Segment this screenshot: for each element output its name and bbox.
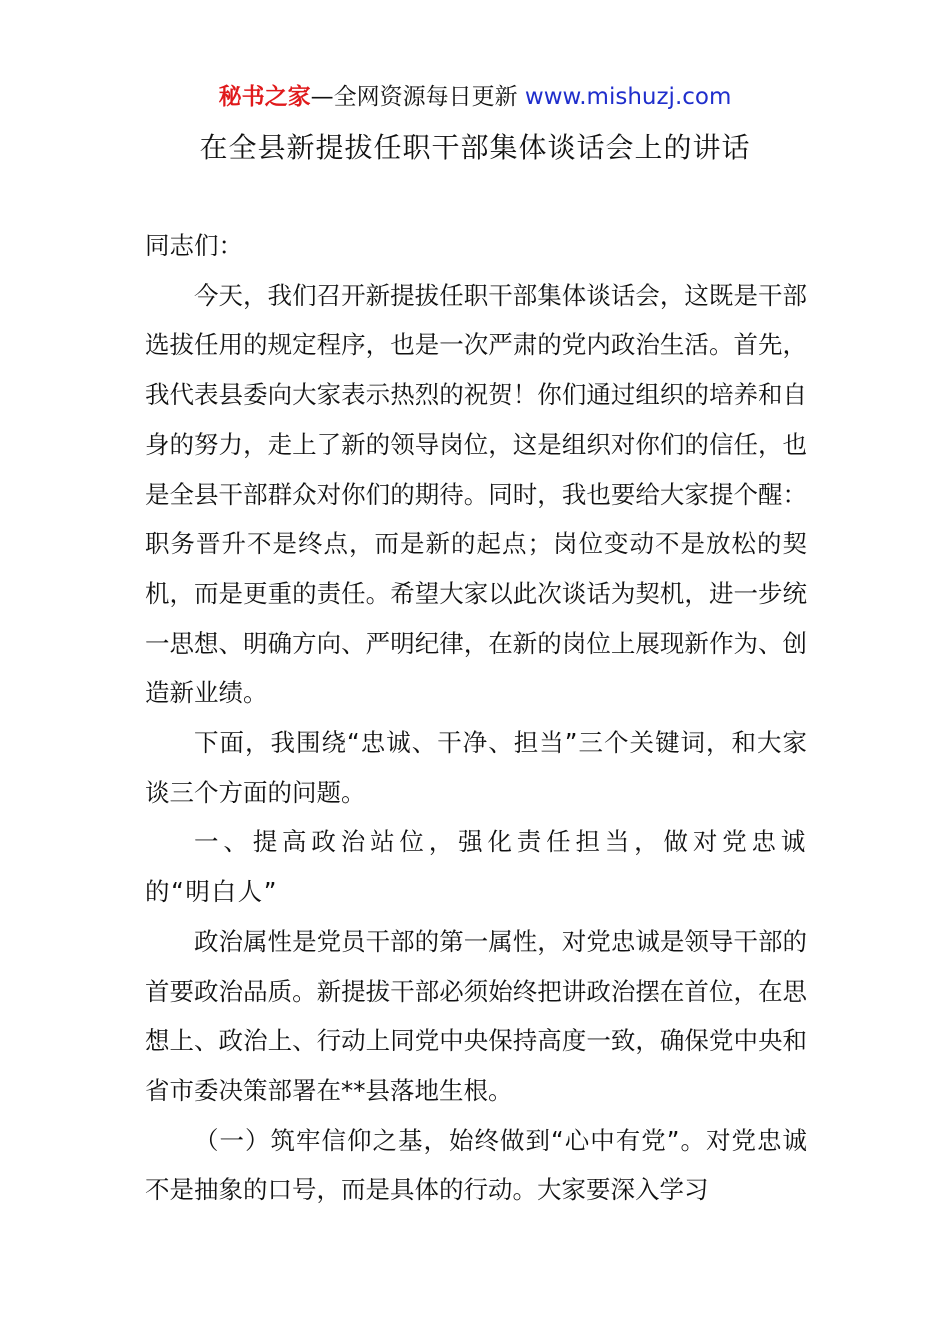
document-body (145, 221, 807, 1215)
opening-paragraph: 今天，我们召开新提拔任职干部集体谈话会，这既是干部选拔任用的规定程序，也是一次严肃的党内政治生活。首先，我代表县委向大家表示热烈的祝贺！你们通过组织的培养和自身的努力，走上了新的领导岗位，这是组织对你们的信任，也是全县干部群众对你们的期待。同时，我也要给大家提个醒：职务晋升不是终点，而是新的起点；岗位变动不是放松的契机，而是更重的责任。希望大家以此次谈话为契机，进一步统一思想、明确方向、严明纪律，在新的岗位上展现新作为、创造新业绩。 (145, 280, 807, 708)
subsection-1-paragraph: （一）筑牢信仰之基，始终做到“心中有党”。对党忠诚不是抽象的口号，而是具体的行动。大家要深入学习 (145, 1125, 807, 1205)
site-tagline: —全网资源每日更新 (310, 84, 518, 110)
salutation: 同志们： (145, 231, 243, 260)
document-title: 在全县新提拔任职干部集体谈话会上的讲话 (199, 131, 751, 164)
site-brand: 秘书之家 (218, 84, 311, 110)
section-heading-1: 一、提高政治站位，强化责任担当，做对党忠诚的“明白人” (145, 827, 807, 907)
outline-paragraph: 下面，我围绕“忠诚、干净、担当”三个关键词，和大家谈三个方面的问题。 (145, 728, 807, 807)
section-1-paragraph: 政治属性是党员干部的第一属性，对党忠诚是领导干部的首要政治品质。新提拔干部必须始终把讲政治摆在首位，在思想上、政治上、行动上同党中央保持高度一致，确保党中央和省市委决策部署在**县落地生根。 (145, 926, 807, 1105)
site-url-link[interactable]: www.mishuzj.com (524, 84, 732, 110)
site-header (0, 80, 950, 114)
